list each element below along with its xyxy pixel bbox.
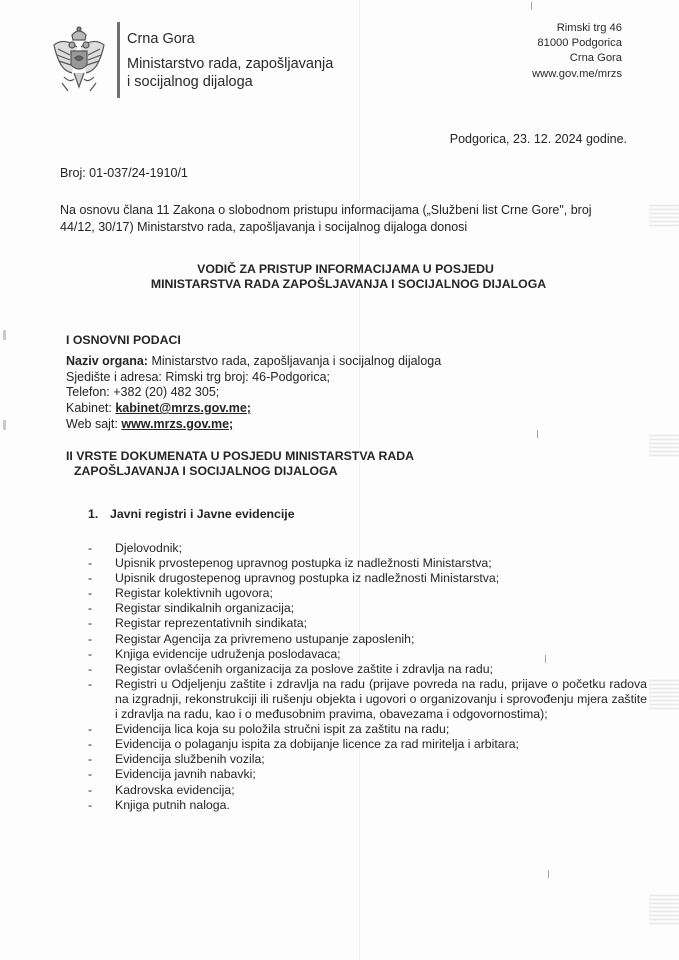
scan-mark (537, 430, 538, 438)
phone-row (66, 385, 441, 401)
section-heading-basic-info: I OSNOVNI PODACI (66, 333, 181, 347)
seat-row (66, 370, 441, 386)
dash-bullet-icon: - (88, 631, 93, 646)
address-website: www.gov.me/mrzs (532, 67, 622, 80)
reference-number: Broj: 01-037/24-1910/1 (60, 166, 188, 180)
dash-bullet-icon: - (88, 797, 93, 812)
list-item: - Upisnik drugostepenog upravnog postupka iz nadležnosti Ministarstva; (88, 571, 500, 586)
scan-mark (3, 420, 6, 430)
organ-name-label: Naziv organa: (66, 354, 148, 368)
scan-mark (548, 870, 549, 878)
list-item: - Evidencija službenih vozila; (88, 752, 265, 767)
dash-bullet-icon: - (88, 752, 93, 767)
subsection-title: Javni registri i Javne evidencije (110, 507, 295, 521)
seat-label: Sjedište i adresa: (66, 369, 162, 384)
list-item: - Djelovodnik; (88, 541, 182, 555)
ministry-name-line2: i socijalnog dijaloga (127, 74, 253, 90)
phone-label: Telefon: (66, 385, 110, 400)
list-item: - Registar kolektivnih ugovora; (88, 586, 273, 601)
intro-line-2: 44/12, 30/17) Ministarstvo rada, zapošljavanja i socijalnog dijaloga donosi (60, 219, 468, 234)
phone-value: +382 (20) 482 305; (109, 385, 220, 400)
ministry-name-line1: Ministarstvo rada, zapošljavanja (127, 56, 334, 72)
subsection-number: 1. (88, 507, 99, 521)
section2-heading-line1: II VRSTE DOKUMENATA U POSJEDU MINISTARSTVA RADA (66, 449, 414, 463)
document-title (0, 262, 679, 292)
dash-bullet-icon: - (88, 767, 93, 782)
list-item: - Kadrovska evidencija; (88, 782, 235, 797)
scan-mark (3, 330, 6, 340)
address-country: Crna Gora (569, 52, 622, 65)
website-row (66, 417, 441, 433)
title-line-2: MINISTARSTVA RADA ZAPOŠLJAVANJA I SOCIJALNOG DIJALOGA (150, 277, 547, 292)
address-city: 81000 Podgorica (537, 37, 622, 50)
list-item: - Knjiga evidencije udruženja poslodavaca; (88, 646, 341, 661)
list-item: - Registar reprezentativnih sindikata; (88, 616, 308, 631)
scan-smudge (649, 895, 679, 925)
dash-bullet-icon: - (88, 571, 93, 586)
list-item: - Registar ovlašćenih organizacija za poslove zaštite i zdravlja na radu; (88, 661, 493, 676)
dash-bullet-icon: - (88, 541, 93, 555)
scan-smudge (649, 205, 679, 227)
organ-name-value: Ministarstvo rada, zapošljavanja i socijalnog dijaloga (147, 354, 442, 368)
dash-bullet-icon: - (88, 782, 93, 797)
website-label: Web sajt: (66, 416, 118, 431)
list-item: - Upisnik prvostepenog upravnog postupka iz nadležnosti Ministarstva; (88, 556, 492, 571)
subsection-heading-public-registers (88, 507, 295, 521)
seat-value: Rimski trg broj: 46-Podgorica; (161, 369, 331, 384)
section2-heading-line2: ZAPOŠLJAVANJA I SOCIJALNOG DIJALOGA (74, 464, 338, 478)
title-line-1: VODIČ ZA PRISTUP INFORMACIJAMA U POSJEDU (197, 262, 494, 276)
address-block (532, 21, 622, 82)
list-item: - Registar Agencija za privremeno ustupanje zaposlenih; (88, 631, 415, 646)
letterhead (0, 0, 679, 110)
organization-block (127, 30, 333, 91)
registers-list (88, 541, 648, 813)
organ-name-row (66, 354, 441, 370)
list-item: - Evidencija lica koja su položila stručni ispit za zaštitu na radu; (88, 722, 450, 737)
dash-bullet-icon: - (88, 586, 93, 601)
list-item: - Knjiga putnih naloga. (88, 797, 230, 812)
dash-bullet-icon: - (88, 601, 93, 616)
website-link[interactable]: www.mrzs.gov.me; (121, 416, 234, 431)
scan-smudge (649, 435, 679, 457)
dash-bullet-icon: - (88, 556, 93, 571)
dash-bullet-icon: - (88, 676, 93, 691)
cabinet-row (66, 401, 441, 417)
cabinet-label: Kabinet: (66, 401, 112, 416)
header-divider (117, 22, 120, 98)
basic-info-block (66, 354, 441, 433)
list-item: - Evidencija o polaganju ispita za dobijanje licence za rad miritelja i arbitara; (88, 737, 519, 752)
list-item: - Registar sindikalnih organizacija; (88, 601, 295, 616)
dash-bullet-icon: - (88, 737, 93, 752)
country-name: Crna Gora (127, 31, 195, 47)
address-street: Rimski trg 46 (556, 22, 622, 34)
coat-of-arms-icon (50, 25, 108, 97)
cabinet-email-link[interactable]: kabinet@mrzs.gov.me; (115, 401, 251, 416)
intro-line-1: Na osnovu člana 11 Zakona o slobodnom pristupu informacijama („Službeni list Crne Gore", broj (60, 203, 592, 217)
document-date: Podgorica, 23. 12. 2024 godine. (449, 132, 627, 146)
scan-fold-line (359, 0, 360, 960)
list-item: - Registri u Odjeljenju zaštite i zdravlja na radu (prijave povreda na radu, prijave o početku radova na izgradnji, rekonstrukciji ili rušenju objekta i ugovori o organizovanju i sprovođenju mjera zaštite i zdravlja na radu, kao i o međusobnim pravima, obavezama i odgovornostima); (88, 676, 647, 722)
dash-bullet-icon: - (88, 722, 93, 737)
dash-bullet-icon: - (88, 646, 93, 661)
list-item: - Evidencija javnih nabavki; (88, 767, 256, 782)
section-heading-document-types (66, 449, 414, 479)
dash-bullet-icon: - (88, 616, 93, 631)
scan-smudge (649, 680, 679, 710)
intro-paragraph (60, 202, 630, 235)
dash-bullet-icon: - (88, 661, 93, 676)
